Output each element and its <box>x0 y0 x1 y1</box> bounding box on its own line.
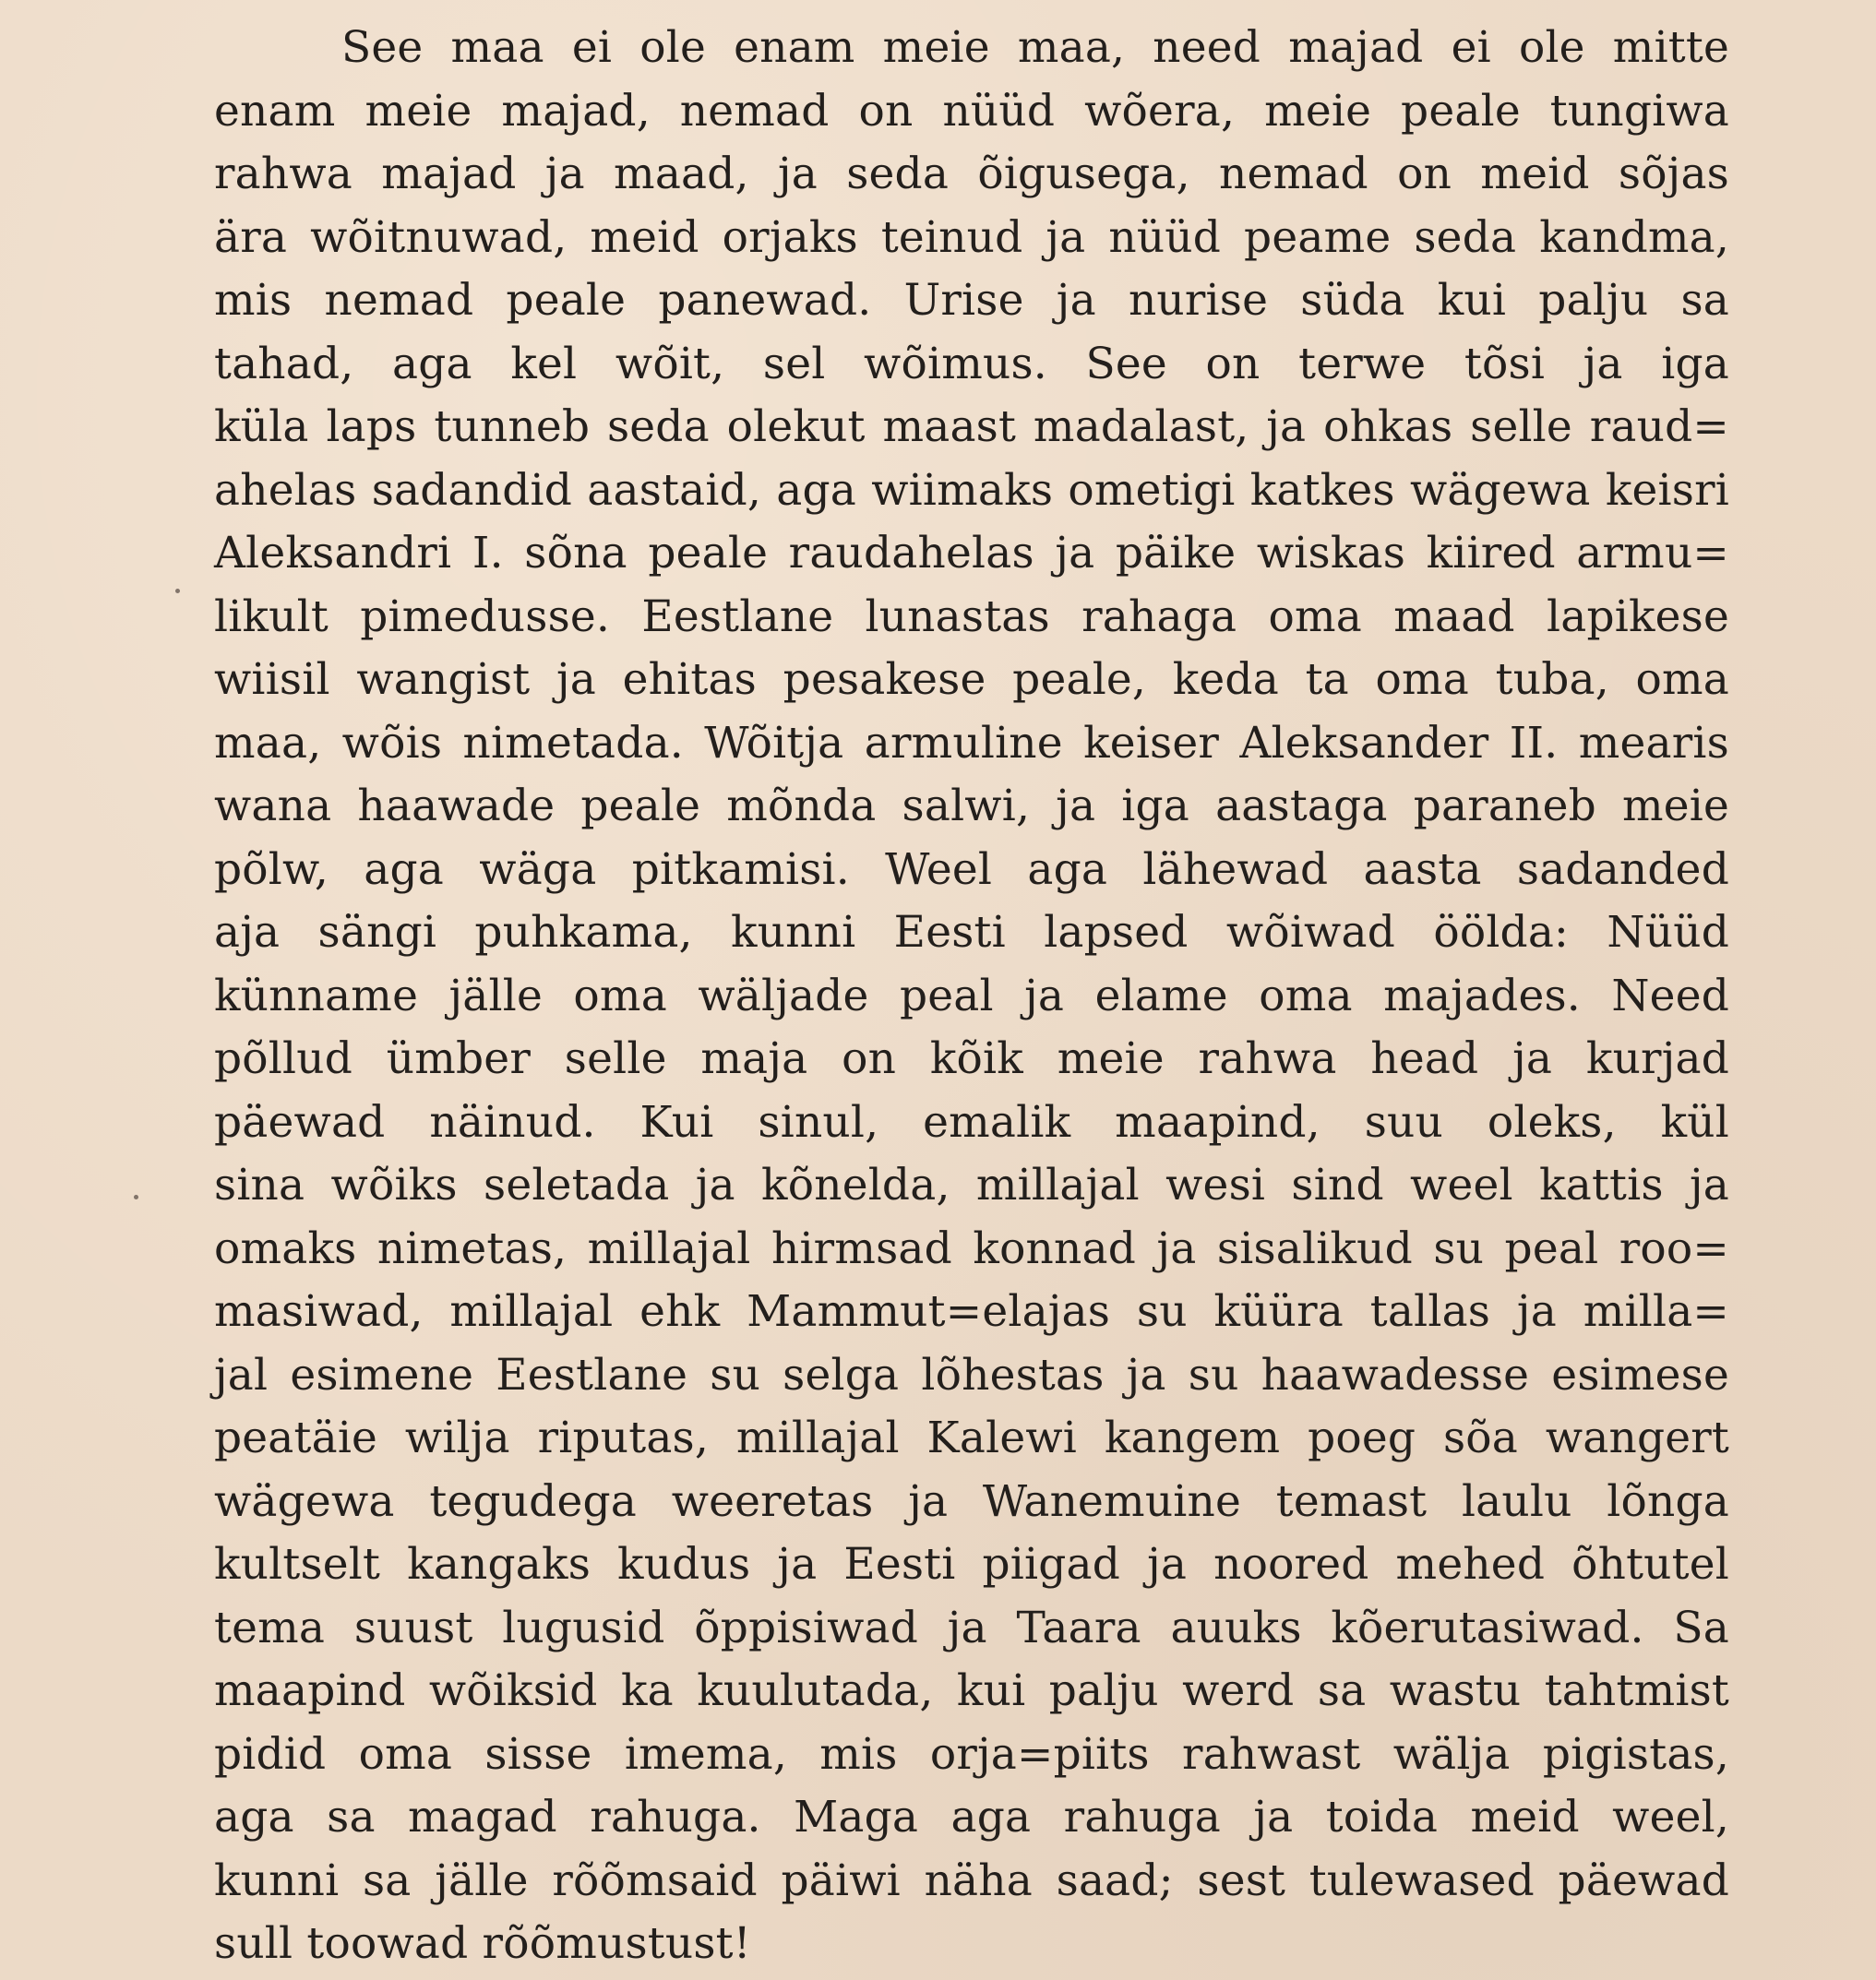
text-line: enam meie majad, nemad on nüüd wõera, meie peale tungiwa <box>214 85 1729 137</box>
text-line: maa, wõis nimetada. Wõitja armuline keiser Aleksander II. mearis <box>214 717 1729 769</box>
text-line: maapind wõiksid ka kuulutada, kui palju werd sa wastu tahtmist <box>214 1665 1729 1716</box>
text-line: wägewa tegudega weeretas ja Wanemuine temast laulu lõnga <box>214 1475 1729 1527</box>
text-line: peatäie wilja riputas, millajal Kalewi kangem poeg sõa wangert <box>214 1413 1729 1463</box>
text-line: sina wõiks seletada ja kõnelda, millajal wesi sind weel kattis ja <box>214 1160 1729 1211</box>
text-line: ära wõitnuwad, meid orjaks teinud ja nüüd peame seda kandma, <box>214 211 1729 263</box>
text-line: aja sängi puhkama, kunni Eesti lapsed wõiwad öölda: Nüüd <box>214 907 1729 958</box>
text-line: tahad, aga kel wõit, sel wõimus. See on terwe tõsi ja iga <box>214 338 1729 389</box>
text-line: ahelas sadandid aastaid, aga wiimaks ometigi katkes wägewa keisri <box>214 464 1729 516</box>
text-line: sull toowad rõõmustust! <box>214 1918 751 1969</box>
text-line: künname jälle oma wäljade peal ja elame oma majades. Need <box>214 970 1729 1021</box>
text-line: rahwa majad ja maad, ja seda õigusega, nemad on meid sõjas <box>214 149 1729 199</box>
text-line: jal esimene Eestlane su selga lõhestas ja su haawadesse esimese <box>214 1349 1729 1401</box>
text-line: päewad näinud. Kui sinul, emalik maapind, suu oleks, kül <box>214 1096 1729 1148</box>
text-line: põlw, aga wäga pitkamisi. Weel aga lähewad aasta sadanded <box>214 843 1729 895</box>
text-line: mis nemad peale panewad. Urise ja nurise süda kui palju sa <box>214 275 1729 326</box>
ink-speck <box>134 1195 138 1199</box>
text-line: aga sa magad rahuga. Maga aga rahuga ja toida meid weel, <box>214 1792 1729 1843</box>
text-line: omaks nimetas, millajal hirmsad konnad ja sisalikud su peal roo= <box>214 1223 1729 1274</box>
text-line: masiwad, millajal ehk Mammut=elajas su küüra tallas ja milla= <box>214 1286 1729 1337</box>
ink-speck <box>175 589 180 593</box>
text-line: kunni sa jälle rõõmsaid päiwi näha saad; sest tulewased päewad <box>214 1855 1729 1906</box>
text-line: tema suust lugusid õppisiwad ja Taara auuks kõerutasiwad. Sa <box>214 1602 1729 1653</box>
text-line: See maa ei ole enam meie maa, need majad ei ole mitte <box>341 22 1729 73</box>
paragraph <box>214 17 1729 1976</box>
text-line: põllud ümber selle maja on kõik meie rahwa head ja kurjad <box>214 1033 1729 1084</box>
text-line: pidid oma sisse imema, mis orja=piits rahwast wälja pigistas, <box>214 1728 1729 1780</box>
text-line: likult pimedusse. Eestlane lunastas rahaga oma maad lapikese <box>214 590 1729 642</box>
text-line: wana haawade peale mõnda salwi, ja iga aastaga paraneb meie <box>214 781 1729 831</box>
text-line: Aleksandri I. sõna peale raudahelas ja päike wiskas kiired armu= <box>214 528 1729 578</box>
text-line: küla laps tunneb seda olekut maast madalast, ja ohkas selle raud= <box>214 401 1729 452</box>
text-line: kultselt kangaks kudus ja Eesti piigad ja noored mehed õhtutel <box>214 1539 1729 1590</box>
text-line: wiisil wangist ja ehitas pesakese peale, keda ta oma tuba, oma <box>214 654 1729 705</box>
